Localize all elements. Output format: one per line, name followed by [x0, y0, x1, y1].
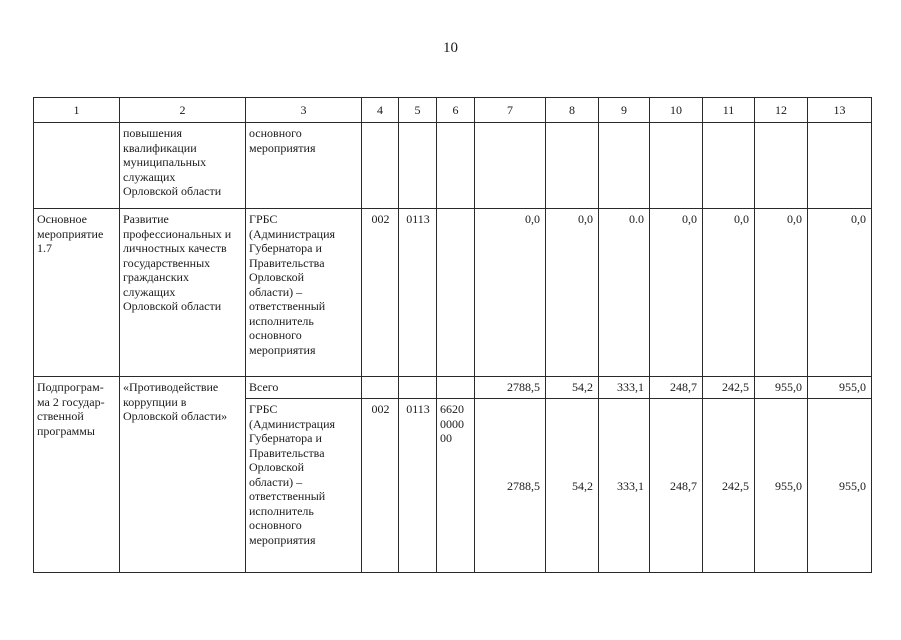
table-cell: 248,7	[650, 399, 703, 573]
table-row-continuation	[34, 123, 872, 209]
table-cell: 0,0	[546, 209, 599, 377]
table-cell	[703, 123, 755, 209]
table-cell	[808, 123, 872, 209]
column-header: 8	[546, 98, 599, 123]
table-cell: Основное мероприятие 1.7	[34, 209, 120, 377]
table-cell	[650, 123, 703, 209]
table-cell: 2788,5	[475, 377, 546, 399]
table-cell: 955,0	[808, 377, 872, 399]
table-cell	[755, 123, 808, 209]
table-cell: 0,0	[703, 209, 755, 377]
table-cell	[34, 123, 120, 209]
table-cell: повышения квалификации муниципальных служащих Орловской области	[120, 123, 246, 209]
table-cell	[599, 123, 650, 209]
table-cell: 2788,5	[475, 399, 546, 573]
table-cell	[362, 377, 399, 399]
column-header: 12	[755, 98, 808, 123]
table-cell	[437, 209, 475, 377]
table-row-event-1-7	[34, 209, 872, 377]
table-cell	[399, 123, 437, 209]
table-cell	[437, 123, 475, 209]
column-header: 7	[475, 98, 546, 123]
table-cell: 0.0	[599, 209, 650, 377]
table-cell: ГРБС (Администрация Губернатора и Правительства Орловской области) – ответственный исполнитель основного мероприятия	[246, 209, 362, 377]
column-header: 1	[34, 98, 120, 123]
table-cell: 0,0	[808, 209, 872, 377]
column-header: 6	[437, 98, 475, 123]
table-cell: основного мероприятия	[246, 123, 362, 209]
table-cell: 54,2	[546, 377, 599, 399]
table-cell: 002	[362, 399, 399, 573]
column-header: 4	[362, 98, 399, 123]
table-cell: 54,2	[546, 399, 599, 573]
table-cell: 0,0	[755, 209, 808, 377]
table-cell: 242,5	[703, 377, 755, 399]
table-cell: 955,0	[755, 399, 808, 573]
table-cell: 248,7	[650, 377, 703, 399]
table-cell: 0,0	[650, 209, 703, 377]
table-cell: ГРБС (Администрация Губернатора и Правительства Орловской области) – ответственный исполнитель основного мероприятия	[246, 399, 362, 573]
table-cell: 955,0	[755, 377, 808, 399]
table-cell: 333,1	[599, 399, 650, 573]
table-cell	[437, 377, 475, 399]
table-cell: 242,5	[703, 399, 755, 573]
table-cell: 002	[362, 209, 399, 377]
table-cell: 0113	[399, 209, 437, 377]
table-cell: Развитие профессиональных и личностных качеств государственных гражданских служащих Орловской области	[120, 209, 246, 377]
column-header: 9	[599, 98, 650, 123]
table-cell: «Противодействие коррупции в Орловской области»	[120, 377, 246, 573]
table-row-subprogram-2-total	[34, 377, 872, 399]
table-cell	[546, 123, 599, 209]
page-number: 10	[443, 40, 458, 56]
table-cell: Всего	[246, 377, 362, 399]
table-cell	[475, 123, 546, 209]
table-cell: 0113	[399, 399, 437, 573]
table-cell: 6620 0000 00	[437, 399, 475, 573]
column-header: 10	[650, 98, 703, 123]
column-header: 2	[120, 98, 246, 123]
column-header: 5	[399, 98, 437, 123]
table-cell	[362, 123, 399, 209]
table-cell: 955,0	[808, 399, 872, 573]
budget-table	[33, 97, 872, 573]
column-header: 13	[808, 98, 872, 123]
header-row	[34, 98, 872, 123]
table-cell: 333,1	[599, 377, 650, 399]
table-cell	[399, 377, 437, 399]
table-cell: Подпрограм- ма 2 государ- ственной программы	[34, 377, 120, 573]
table-cell: 0,0	[475, 209, 546, 377]
column-header: 11	[703, 98, 755, 123]
column-header: 3	[246, 98, 362, 123]
